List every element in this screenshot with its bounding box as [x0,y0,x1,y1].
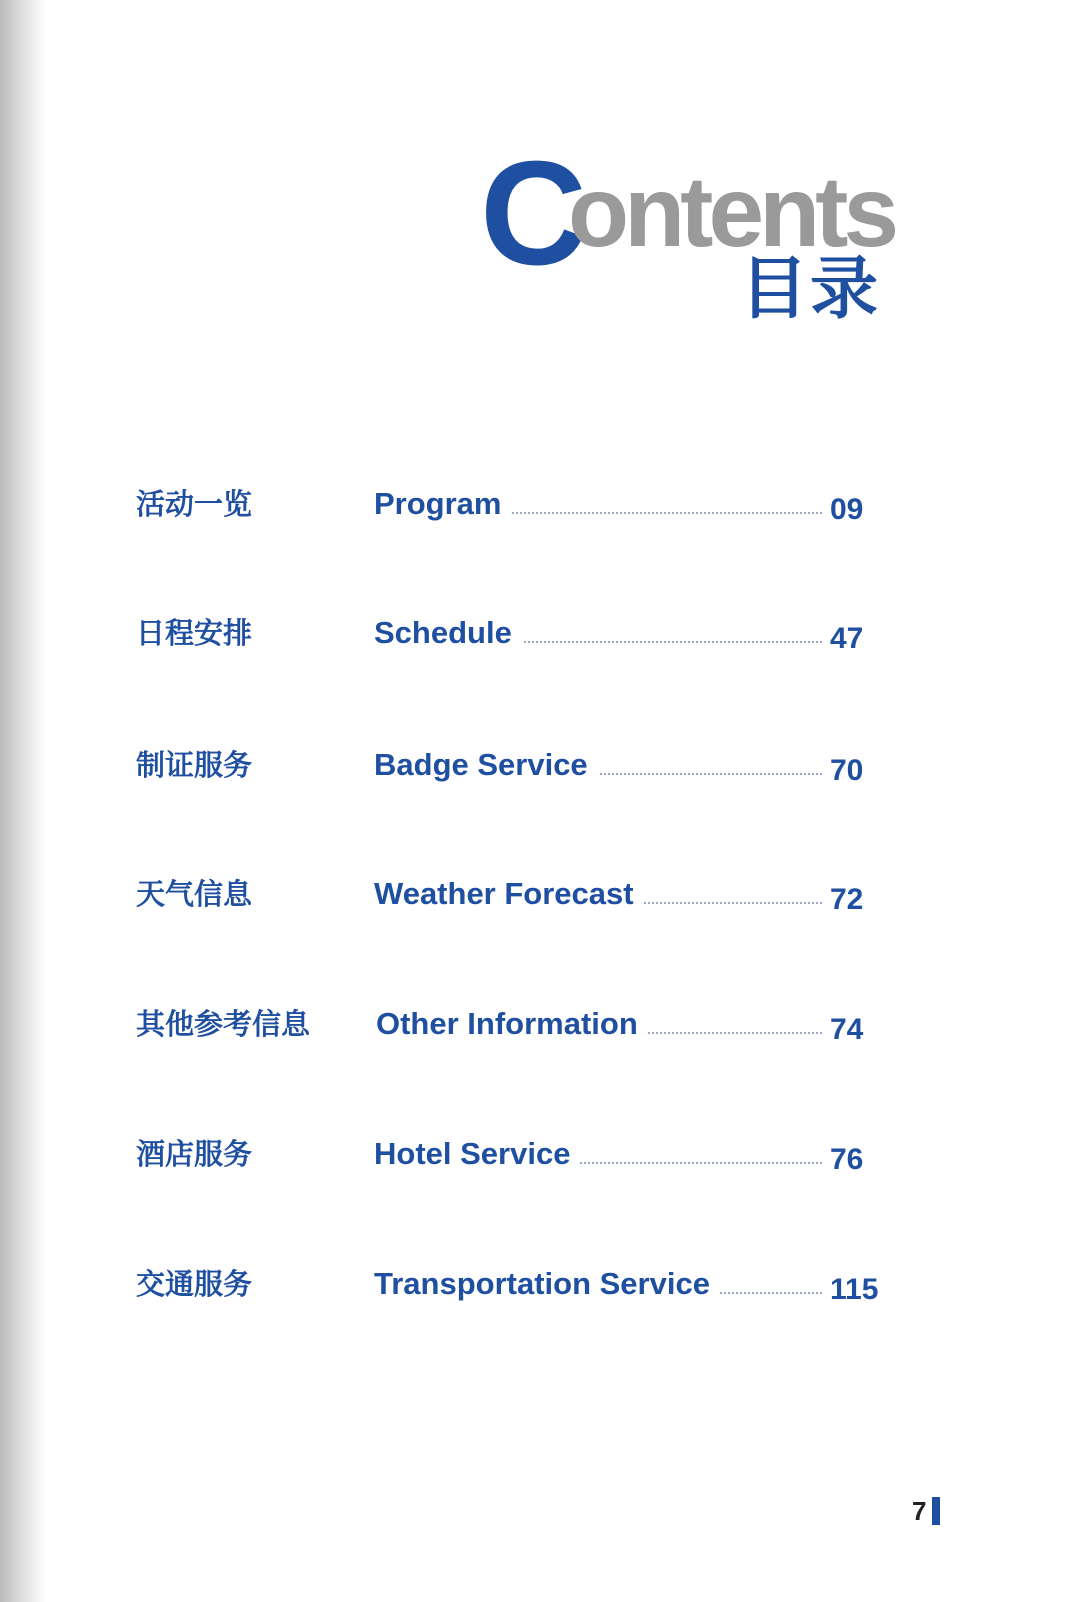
toc-entry-other-information[interactable] [136,1002,886,1046]
toc-entry-page: 76 [830,1143,864,1176]
toc-entry-zh: 酒店服务 [136,1137,253,1171]
page-number-bar [932,1497,940,1525]
toc-entry-zh: 日程安排 [136,616,253,650]
page-folio [912,1494,940,1528]
toc-entry-page: 47 [830,622,864,655]
toc-entry-schedule[interactable] [136,611,886,655]
heading-chinese: 目录 [739,250,880,329]
toc-entry-en: Program [374,482,511,526]
toc-entry-zh: 天气信息 [136,877,253,911]
toc-entry-page: 115 [830,1273,879,1306]
page-number: 7 [912,1496,927,1526]
toc-entry-badge-service[interactable] [136,743,886,787]
heading-initial-c: C [480,131,581,296]
toc-entry-page: 09 [830,493,864,526]
toc-entry-en: Badge Service [374,743,598,787]
toc-entry-zh: 制证服务 [136,748,253,782]
toc-entry-zh: 交通服务 [136,1267,253,1301]
toc-entry-page: 72 [830,883,864,916]
toc-entry-en: Hotel Service [374,1132,580,1176]
toc-entry-en: Weather Forecast [374,872,644,916]
toc-dot-leader [496,641,822,643]
toc-entry-weather-forecast[interactable] [136,872,886,916]
toc-entry-page: 74 [830,1013,864,1046]
toc-entry-page: 70 [830,754,864,787]
toc-entry-zh: 活动一览 [136,487,253,521]
toc-entry-en: Other Information [376,1002,648,1046]
toc-entry-en: Transportation Service [374,1262,720,1306]
toc-entry-program[interactable] [136,482,886,526]
heading-word-rest: ontents [568,156,895,268]
toc-entry-transportation-service[interactable] [136,1262,886,1306]
toc-entry-hotel-service[interactable] [136,1132,886,1176]
toc-dot-leader [496,512,822,514]
toc-entry-zh: 其他参考信息 [136,1007,311,1041]
toc-entry-en: Schedule [374,611,522,655]
